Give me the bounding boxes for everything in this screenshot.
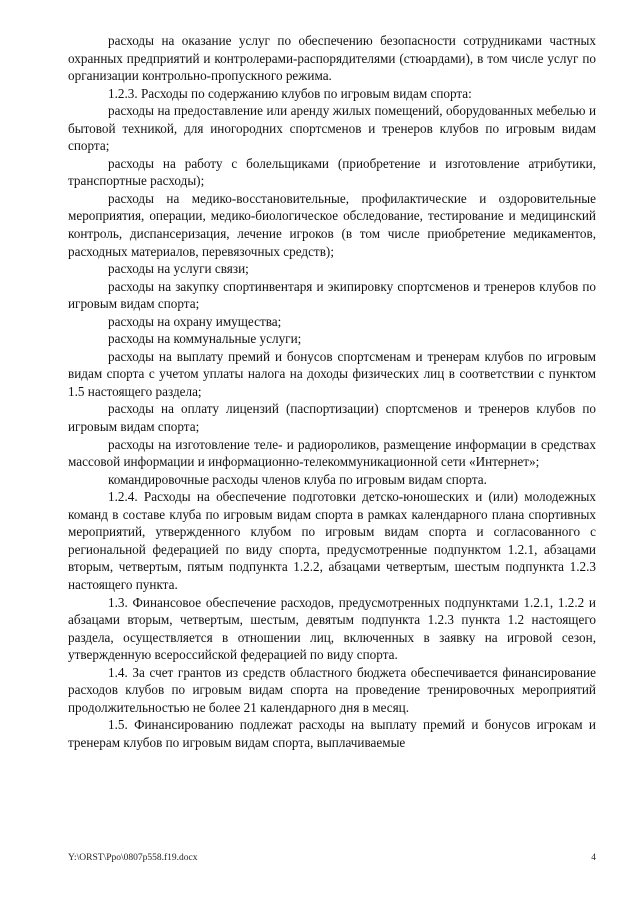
paragraph-media: расходы на изготовление теле- и радиороликов, размещение информации в средствах массовой информации и информационно-телекоммуникационной сети «Интернет»;: [68, 436, 596, 470]
paragraph-security-services: расходы на оказание услуг по обеспечению безопасности сотрудниками частных охранных предприятий и контролерами-распорядителями (стюардами), в том числе услуг по организации контрольно-пропускного режима.: [68, 33, 596, 84]
paragraph-1-2-4: 1.2.4. Расходы на обеспечение подготовки детско-юношеских и (или) молодежных команд в составе клуба по игровым видам спорта в рамках календарного плана спортивных мероприятий, утвержденного клубом по игровым видам спорта и согласованного с региональной федерацией по виду спорта, предусмотренные подпунктом 1.2.1, абзацами вторым, четвертым, пятым подпункта 1.2.2, абзацами четвертым, шестым подпункта 1.2.3 настоящего пункта.: [68, 489, 596, 592]
paragraph-housing-rent: расходы на предоставление или аренду жилых помещений, оборудованных мебелью и бытовой техникой, для иногородних спортсменов и тренеров клубов по игровым видам спорта;: [68, 103, 596, 154]
paragraph-1-5: 1.5. Финансированию подлежат расходы на выплату премий и бонусов игрокам и тренерам клубов по игровым видам спорта, выплачиваемые: [68, 717, 596, 750]
paragraph-1-4: 1.4. За счет грантов из средств областного бюджета обеспечивается финансирование расходов клубов по игровым видам спорта на проведение тренировочных мероприятий продолжительностью не более 21 календарного дня в месяц.: [68, 664, 596, 715]
paragraph-licenses: расходы на оплату лицензий (паспортизации) спортсменов и тренеров клубов по игровым видам спорта;: [68, 401, 596, 435]
paragraph-utilities: расходы на коммунальные услуги;: [108, 331, 302, 347]
footer-file-path: Y:\ORST\Ppo\0807p558.f19.docx: [68, 853, 198, 863]
paragraph-bonuses: расходы на выплату премий и бонусов спортсменам и тренерам клубов по игровым видам спорта с учетом уплаты налога на доходы физических лиц в соответствии с пунктом 1.5 настоящего раздела;: [68, 348, 596, 399]
paragraph-fans-work: расходы на работу с болельщиками (приобретение и изготовление атрибутики, транспортные расходы);: [68, 155, 596, 189]
paragraph-1-2-3-heading: 1.2.3. Расходы по содержанию клубов по игровым видам спорта:: [108, 85, 472, 101]
paragraph-property-security: расходы на охрану имущества;: [108, 313, 282, 329]
paragraph-medical-expenses: расходы на медико-восстановительные, профилактические и оздоровительные мероприятия, операции, медико-биологическое обследование, тестирование и медицинский контроль, диспансеризация, лечение игроков (в том числе приобретение медикаментов, расходных материалов, перевязочных средств);: [68, 190, 596, 259]
paragraph-travel-expenses: командировочные расходы членов клуба по игровым видам спорта.: [108, 471, 487, 487]
paragraph-communication-services: расходы на услуги связи;: [108, 261, 249, 277]
page-number: 4: [591, 853, 596, 863]
document-body: [68, 32, 596, 751]
paragraph-sports-equipment: расходы на закупку спортинвентаря и экипировку спортсменов и тренеров клубов по игровым видам спорта;: [68, 278, 596, 312]
paragraph-1-3: 1.3. Финансовое обеспечение расходов, предусмотренных подпунктами 1.2.1, 1.2.2 и абзацами вторым, четвертым, шестым, девятым подпункта 1.2.3 пункта 1.2 настоящего раздела, осуществляется в отношении лиц, включенных в заявку на игровой сезон, утвержденную всероссийской федерацией по виду спорта.: [68, 594, 596, 663]
